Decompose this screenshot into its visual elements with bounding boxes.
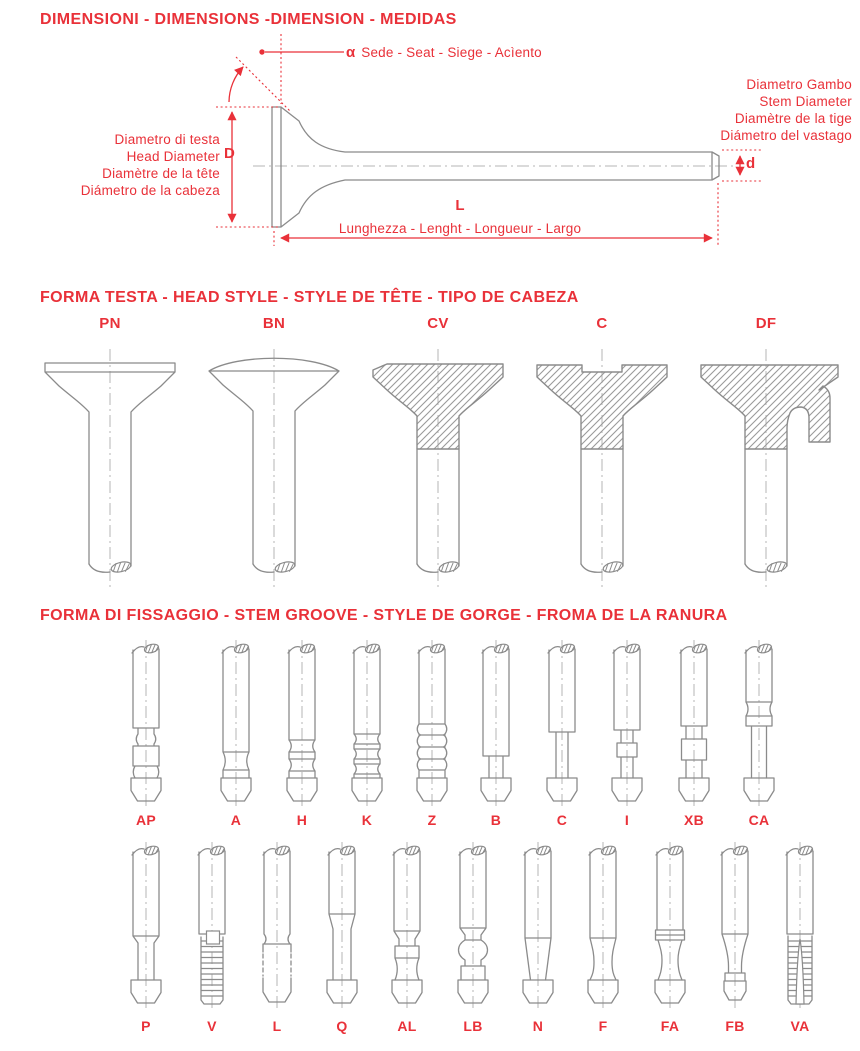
head-style-cv-drawing xyxy=(363,345,513,595)
label-line: Diametro Gambo xyxy=(746,77,852,92)
stem-groove-label-xb: XB xyxy=(683,812,705,828)
stem-groove-title: FORMA DI FISSAGGIO - STEM GROOVE - STYLE DE GORGE - FROMA DE LA RANURA xyxy=(40,607,728,624)
head-style-c-drawing xyxy=(527,345,677,595)
stem-groove-label-l: L xyxy=(272,1018,282,1034)
stem-groove-n-drawing xyxy=(503,842,573,1014)
stem-groove-label-b: B xyxy=(490,812,502,828)
head-style-pn-drawing xyxy=(35,345,185,595)
stem-groove-label-al: AL xyxy=(397,1018,417,1034)
label-line: Stem Diameter xyxy=(759,94,852,109)
stem-groove-ca-drawing xyxy=(724,640,794,812)
label-line: Head Diameter xyxy=(126,149,220,164)
stem-groove-label-i: I xyxy=(624,812,630,828)
stem-groove-label-f: F xyxy=(598,1018,608,1034)
stem-groove-f-drawing xyxy=(568,842,638,1014)
length-symbol: L xyxy=(455,197,465,214)
stem-groove-fb-drawing xyxy=(700,842,770,1014)
stem-groove-q-drawing xyxy=(307,842,377,1014)
stem-groove-label-n: N xyxy=(532,1018,544,1034)
label-line: Diámetro del vastago xyxy=(720,128,852,143)
length-label: Lunghezza - Lenght - Longueur - Largo xyxy=(338,221,582,236)
stem-groove-label-p: P xyxy=(141,1018,151,1034)
va-center-cone xyxy=(796,939,804,1004)
head-style-title: FORMA TESTA - HEAD STYLE - STYLE DE TÊTE - TIPO DE CABEZA xyxy=(40,289,579,306)
stem-groove-al-drawing xyxy=(372,842,442,1014)
stem-groove-b-drawing xyxy=(461,640,531,812)
stem-groove-c-drawing xyxy=(527,640,597,812)
stem-groove-v-drawing xyxy=(177,842,247,1014)
seat-point-dot xyxy=(259,49,264,54)
stem-groove-va-drawing xyxy=(765,842,835,1014)
stem-groove-label-a: A xyxy=(230,812,242,828)
head-style-label-pn: PN xyxy=(99,315,121,332)
stem-groove-label-z: Z xyxy=(427,812,437,828)
stem-groove-k-drawing xyxy=(332,640,402,812)
stem-groove-label-c: C xyxy=(556,812,568,828)
stem-groove-label-k: K xyxy=(361,812,373,828)
label-line: Diámetro de la cabeza xyxy=(80,183,220,198)
head-style-label-bn: BN xyxy=(262,315,286,332)
stem-groove-l-drawing xyxy=(242,842,312,1014)
seat-label xyxy=(346,44,542,61)
stem-diameter-symbol: d xyxy=(746,155,756,172)
stem-groove-label-fa: FA xyxy=(660,1018,680,1034)
stem-groove-fa-drawing xyxy=(635,842,705,1014)
stem-groove-ap-drawing xyxy=(111,640,181,812)
alpha-symbol: α xyxy=(346,44,356,61)
dimensions-title: DIMENSIONI - DIMENSIONS -DIMENSION - MEDIDAS xyxy=(40,11,457,28)
label-line: Diamètre de la tige xyxy=(734,111,852,126)
stem-groove-p-drawing xyxy=(111,842,181,1014)
seat-label-text: Sede - Seat - Siege - Acìento xyxy=(361,45,542,60)
head-diameter-symbol: D xyxy=(224,145,235,162)
head-style-bn-drawing xyxy=(199,345,349,595)
stem-groove-a-drawing xyxy=(201,640,271,812)
head-style-label-c: C xyxy=(596,315,608,332)
stem-groove-lb-drawing xyxy=(438,842,508,1014)
stem-groove-label-q: Q xyxy=(336,1018,348,1034)
stem-groove-xb-drawing xyxy=(659,640,729,812)
label-line: Diametro di testa xyxy=(114,132,220,147)
label-line: Diamètre de la tête xyxy=(102,166,220,181)
v-key-tab xyxy=(207,931,220,944)
stem-groove-label-h: H xyxy=(296,812,308,828)
seat-angle-arc xyxy=(229,67,243,102)
head-style-df-drawing xyxy=(691,345,841,595)
stem-groove-label-ca: CA xyxy=(748,812,770,828)
stem-groove-h-drawing xyxy=(267,640,337,812)
stem-diameter-label xyxy=(650,76,852,144)
stem-groove-z-drawing xyxy=(397,640,467,812)
stem-groove-i-drawing xyxy=(592,640,662,812)
head-diameter-label xyxy=(18,131,220,199)
stem-groove-label-lb: LB xyxy=(463,1018,483,1034)
stem-groove-label-fb: FB xyxy=(725,1018,745,1034)
head-style-label-cv: CV xyxy=(427,315,449,332)
head-style-label-df: DF xyxy=(755,315,777,332)
stem-groove-label-v: V xyxy=(207,1018,217,1034)
stem-groove-label-va: VA xyxy=(790,1018,810,1034)
stem-groove-label-ap: AP xyxy=(135,812,157,828)
